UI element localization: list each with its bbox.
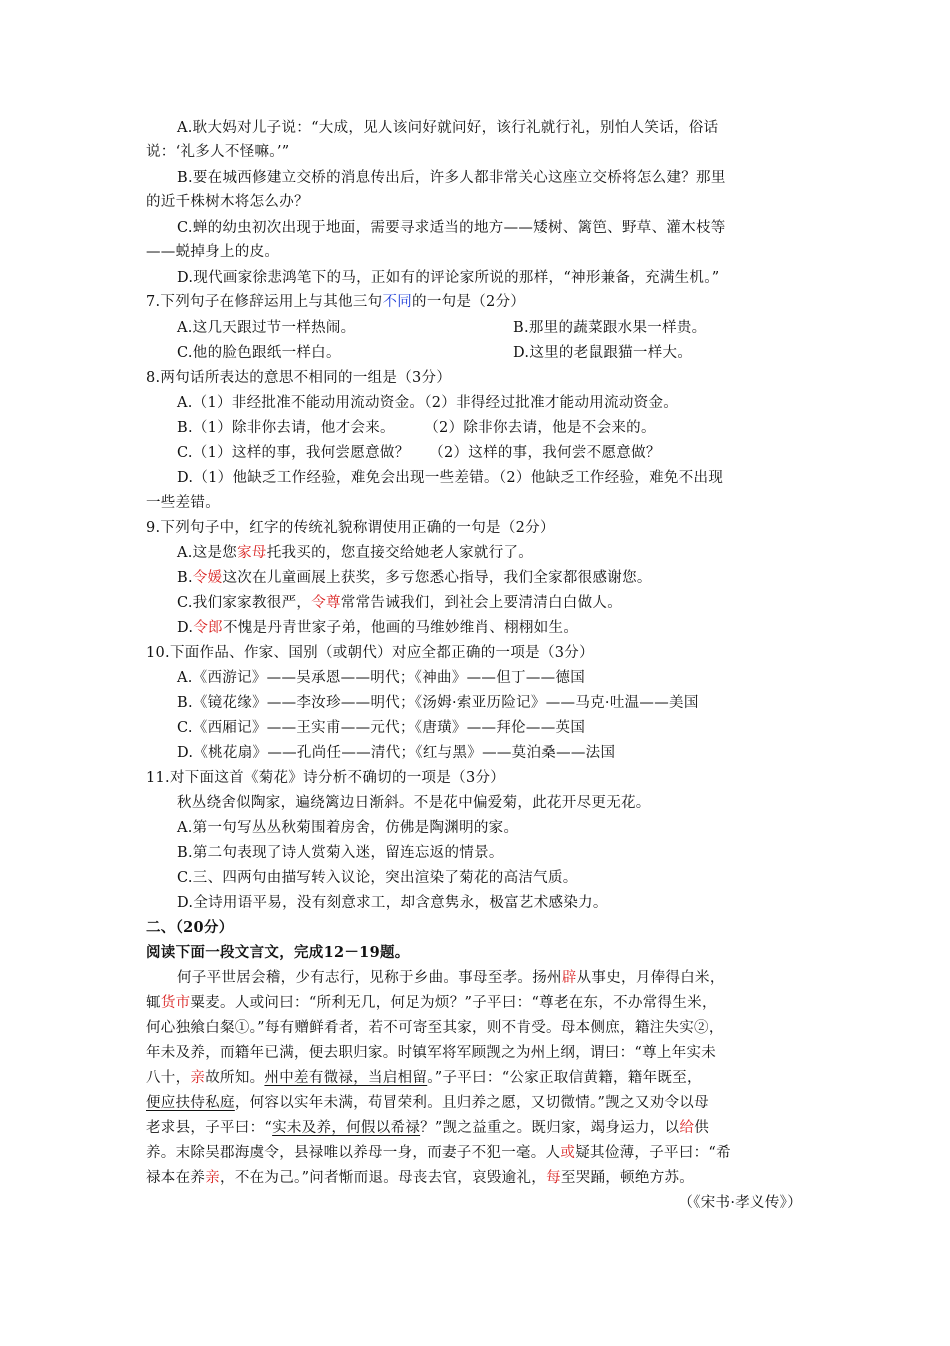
passage-term: 或: [560, 1145, 576, 1161]
passage-term: 每: [546, 1170, 561, 1186]
q11-stem: 11.对下面这首《菊花》诗分析不确切的一项是（3分）: [146, 770, 506, 786]
q7-stem-highlight: 不同: [382, 294, 413, 310]
q8-option-a: A.（1）非经批准不能动用流动资金。（2）非得经过批准才能动用流动资金。: [177, 395, 679, 411]
q10-option-a: A.《西游记》——吴承恩——明代；《神曲》——但丁——德国: [177, 670, 586, 686]
q9-b-term: 令媛: [192, 570, 223, 586]
passage-term: 辟: [561, 970, 577, 986]
q11-option-c: C.三、四两句由描写转入议论，突出渲染了菊花的高洁气质。: [177, 870, 578, 886]
q9-option-c: C.我们家家教很严，令尊常常告诫我们，到社会上要清清白白做人。: [177, 595, 622, 611]
q10-option-b: B.《镜花缘》——李汝珍——明代；《汤姆·索亚历险记》——马克·吐温——美国: [177, 695, 699, 711]
q7-option-a: A.这几天跟过节一样热闹。: [177, 320, 356, 336]
passage-line-6: 便应扶侍私庭，何容以实年未满，苟冒荣利。且归养之愿，又切微情。”觊之又劝令以母: [146, 1095, 709, 1111]
q9-option-d: D.令郎不愧是丹青世家子弟，他画的马维妙维肖、栩栩如生。: [177, 620, 579, 636]
section-2-heading: 二、（20分）: [146, 919, 234, 936]
q11-option-b: B.第二句表现了诗人赏菊入迷，留连忘返的情景。: [177, 845, 504, 861]
q6-option-a-line2: 说：‘礼多人不怪嘛。’”: [146, 144, 290, 160]
q9-a-term: 家母: [237, 545, 267, 561]
q8-option-b: B.（1）除非你去请，他才会来。 （2）除非你去请，他是不会来的。: [177, 420, 656, 436]
q9-option-b: B.令媛这次在儿童画展上获奖，多亏您悉心指导，我们全家都很感谢您。: [177, 570, 652, 586]
q6-option-b-line1: B.要在城西修建立交桥的消息传出后，许多人都非常关心这座立交桥将怎么建？那里: [177, 170, 726, 186]
q10-stem: 10.下面作品、作家、国别（或朝代）对应全都正确的一项是（3分）: [146, 645, 594, 661]
q7-option-c: C.他的脸色跟纸一样白。: [177, 345, 341, 361]
q7-option-d: D.这里的老鼠跟猫一样大。: [513, 345, 693, 361]
passage-line-1: 何子平世居会稽，少有志行，见称于乡曲。事母至孝。扬州辟从事史，月俸得白米，: [177, 970, 725, 986]
passage-source: （《宋书·孝义传》）: [678, 1195, 802, 1211]
passage-line-2: 辄货市粟麦。人或问曰：“所利无几，何足为烦？”子平曰：“尊老在东，不办常得生米，: [146, 995, 717, 1011]
passage-line-3: 何心独飨白粲①。”每有赠鲜肴者，若不可寄至其家，则不肯受。母本侧庶，籍注失实②，: [146, 1020, 724, 1036]
q6-option-c-line1: C.蝉的幼虫初次出现于地面，需要寻求适当的地方——矮树、篱笆、野草、灌木枝等: [177, 220, 726, 236]
passage-line-5: 八十，亲故所知。州中差有微禄，当启相留。”子平曰：“公家正取信黄籍，籍年既至，: [146, 1070, 702, 1086]
q9-c-term: 令尊: [311, 595, 341, 611]
q10-option-c: C.《西厢记》——王实甫——元代；《唐璜》——拜伦——英国: [177, 720, 586, 736]
passage-underlined-sentence: 州中差有微禄，当启相留: [264, 1070, 428, 1086]
q11-option-a: A.第一句写丛丛秋菊围着房舍，仿佛是陶渊明的家。: [177, 820, 519, 836]
passage-line-9: 禄本在养亲，不在为己。”问者惭而退。母丧去官，哀毁逾礼，每至哭踊，顿绝方苏。: [146, 1170, 695, 1186]
q9-stem: 9.下列句子中，红字的传统礼貌称谓使用正确的一句是（2分）: [146, 520, 555, 536]
q6-option-d: D.现代画家徐悲鸿笔下的马，正如有的评论家所说的那样，“神形兼备，充满生机。”: [177, 270, 720, 286]
passage-line-4: 年未及养，而籍年已满，便去职归家。时镇军将军顾觊之为州上纲，谓曰：“尊上年实未: [146, 1045, 717, 1061]
q9-d-term: 令郎: [193, 620, 223, 636]
section-2-instruction: 阅读下面一段文言文，完成12－19题。: [146, 944, 410, 961]
passage-line-7: 老求县，子平曰：“实未及养，何假以希禄？”觊之益重之。既归家，竭身运力，以给供: [146, 1120, 710, 1136]
passage-term: 亲: [190, 1070, 206, 1086]
passage-term: 给: [679, 1120, 695, 1136]
q8-stem: 8.两句话所表达的意思不相同的一组是（3分）: [146, 370, 452, 386]
passage-underlined-sentence: 实未及养，何假以希禄: [272, 1120, 421, 1136]
q6-option-a-line1: A.耿大妈对儿子说：“大成，见人该问好就问好，该行礼就行礼，别怕人笑话，俗话: [177, 120, 719, 136]
q7-stem: 7.下列句子在修辞运用上与其他三句不同的一句是（2分）: [146, 294, 526, 310]
q6-option-c-line2: ——蜕掉身上的皮。: [146, 244, 280, 260]
q11-option-d: D.全诗用语平易，没有刻意求工，却含意隽永，极富艺术感染力。: [177, 895, 608, 911]
q8-option-d-line2: 一些差错。: [146, 495, 220, 511]
passage-term: 亲: [205, 1170, 221, 1186]
q9-option-a: A.这是您家母托我买的，您直接交给她老人家就行了。: [177, 545, 534, 561]
q8-option-d-line1: D.（1）他缺乏工作经验，难免会出现一些差错。（2）他缺乏工作经验，难免不出现: [177, 470, 724, 486]
q11-poem: 秋丛绕舍似陶家，遍绕篱边日渐斜。不是花中偏爱菊，此花开尽更无花。: [177, 795, 651, 811]
q6-option-b-line2: 的近千株树木将怎么办？: [146, 194, 309, 210]
passage-underlined-sentence: 便应扶侍私庭: [146, 1095, 235, 1111]
q7-option-b: B.那里的蔬菜跟水果一样贵。: [513, 320, 707, 336]
q10-option-d: D.《桃花扇》——孔尚任——清代；《红与黑》——莫泊桑——法国: [177, 745, 616, 761]
passage-term: 货市: [160, 995, 191, 1011]
q8-option-c: C.（1）这样的事，我何尝愿意做？ （2）这样的事，我何尝不愿意做？: [177, 445, 661, 461]
passage-line-8: 养。末除吴郡海虞令，县禄唯以养母一身，而妻子不犯一毫。人或疑其俭薄，子平曰：“希: [146, 1145, 731, 1161]
